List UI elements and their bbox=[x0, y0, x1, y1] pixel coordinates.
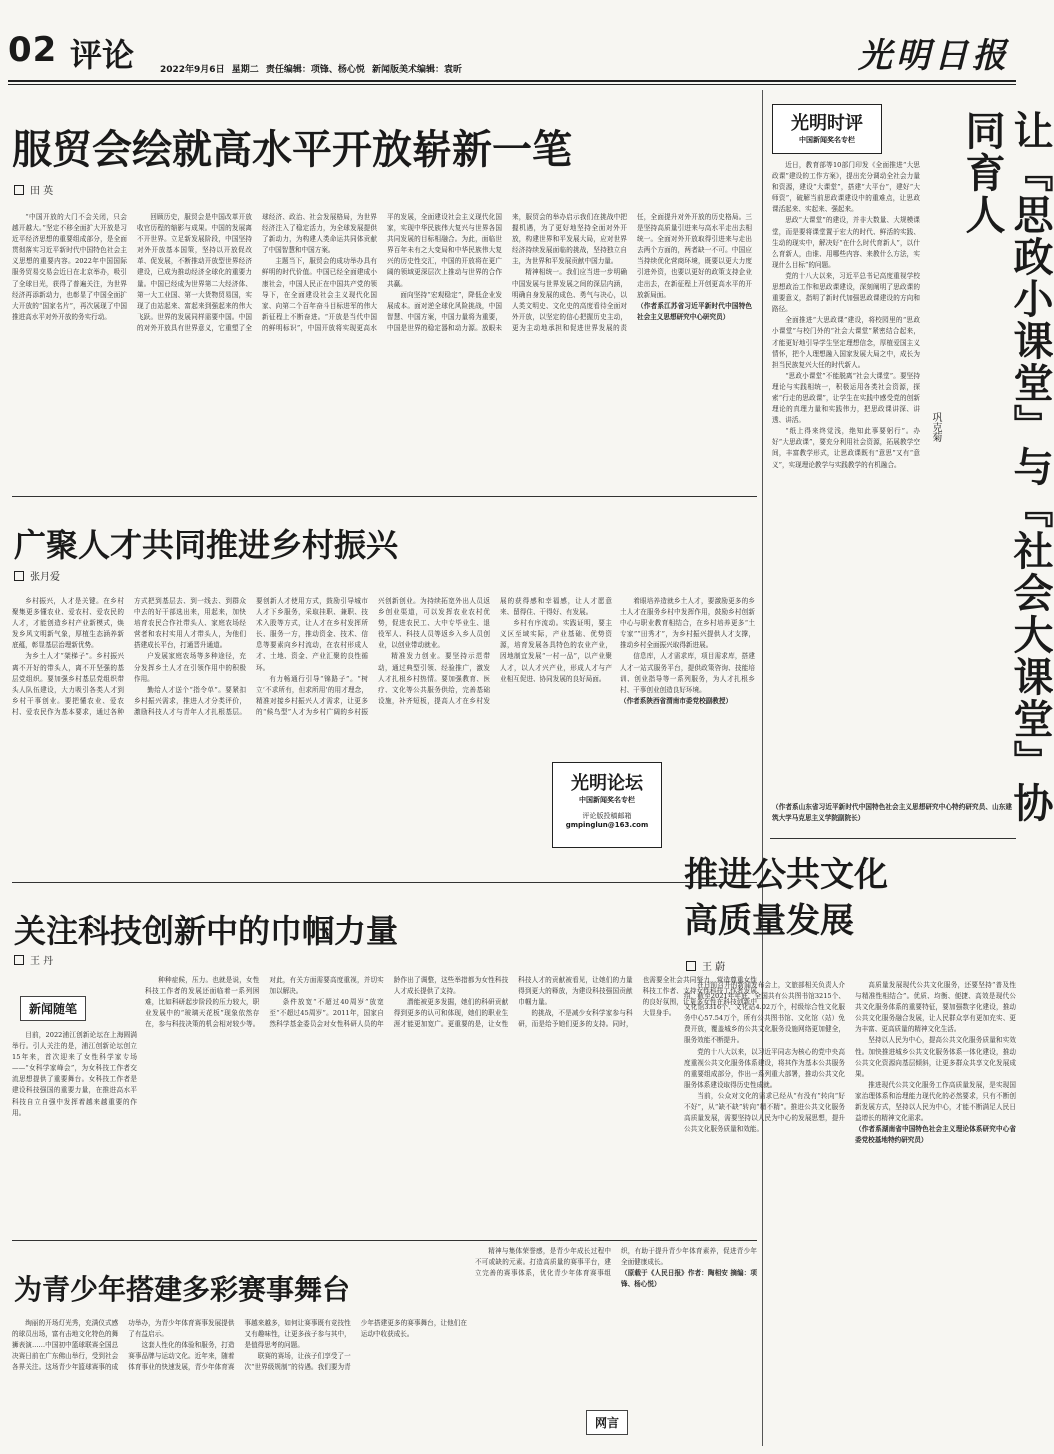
author-note: （作者系湖南省中国特色社会主义理论体系研究中心省委党校基地特约研究员） bbox=[855, 1125, 1016, 1145]
badge-info: 评论版投稿邮箱 bbox=[582, 812, 632, 820]
paragraph: 乡村有序流动。实践证明，要主义区至域实际，产业基础、优势资源，培育发展各具特色的农业产业，因地制宜发展“一村一品”，以产业聚人才，以人才兴产业，形成人才与产业相互促进、协同发展的良好局面。 bbox=[500, 619, 612, 683]
paragraph: 党的十八大以来，习近平总书记高度重视学校思想政治工作和思政课建设，深刻阐明了思政课的重要意义，指明了新时代加强思政课建设的方向和路径。 bbox=[772, 271, 920, 314]
paragraph: 精神与集体荣誉感，是青少年成长过程中不可或缺的元素。打造高质量的赛事平台，建立完善的赛事体系，优化青少年体育赛事组织，有助于提升青少年体育素养，促进青少年全面健康成长。 bbox=[475, 1247, 757, 1278]
paragraph: 回顾历史，服贸会是中国改革开放收官历程的缩影与成果。中国的发展离不开世界。立足新发展阶段，中国坚持对外开放基本国策，坚持以开放促改革、促发展，不断推动开放型世界经济建设，已成为推动经济全球化的重要力量。中国已经成为世界第二大经济体、第一大工业国、第一大货物贸易国，实现了由站起来、富起来到强起来的伟大飞跃。世界的发展同样需要中国。中国的对外开放具有世界意义，它重塑了全球经济、政治、社会发展格局，为世界经济注入了稳定活力，为全球发展提供了新动力，为构建人类命运共同体贡献了中国智慧和中国方案。 bbox=[137, 213, 377, 332]
paragraph: 高质量发展现代公共文化服务，还要坚持“普及性与精准性相结合”。优质、均衡、便捷、高效是现代公共文化服务体系的重要特征，要加强数字化建设，推动公共文化服务融合发展，让人民群众享有更加充实、更为丰富、更高质量的精神文化生活。 bbox=[855, 981, 1016, 1034]
paragraph: 的挑战，不是减少女科学家参与科研，而是给予她们更多的支持。同时，也需要全社会共同努力，营造尊重女性科技工作者、支持女性科技工作者发展的良好氛围，让更多女性在科技创新中大显身手。 bbox=[518, 976, 757, 1029]
paragraph: “纸上得来终觉浅，绝知此事要躬行”。办好“大思政课”，要充分利用社会资源，拓展教学空间，丰富教学形式，让思政课既有“意思”又有“意义”，实现理论教学与实践教学的有机融合。 bbox=[772, 427, 920, 469]
paragraph: 当前，公众对文化的需求已经从“有没有”转向“好不好”，从“缺不缺”转向“精不精”。推进公共文化服务高质量发展，需要坚持以人民为中心的发展思想，提升公共文化服务质量和效能。 bbox=[684, 1091, 845, 1134]
paragraph: 信息库，人才需求库，项目需求库，搭建人才一站式服务平台，提供政策咨询、技能培训、创业指导等一系列服务，为人才扎根乡村、干事创业创造良好环境。 bbox=[620, 652, 755, 694]
header-rule-thin bbox=[8, 84, 1016, 85]
contact-email: gmpinglun@163.com bbox=[565, 821, 649, 829]
paragraph: 主题当下，服贸会的成功举办具有鲜明的时代价值。中国已经全面建成小康社会，中国人民正在中国共产党的领导下，在全面建设社会主义现代化国家、向第二个百年奋斗目标进军的伟大新征程上不断奋进。“开放是当代中国的鲜明标识”，中国开放将实现更高水平的发展，全面建设社会主义现代化国家，实现中华民族伟大复兴与世界各国共同发展的目标相融合。为此，面临世界百年未有之大变局和中华民族伟大复兴的历史性交汇，中国的开放将在更广阔的领域更深层次上推动与世界的合作共赢。 bbox=[262, 213, 502, 332]
paragraph: 近日，教育部等10部门印发《全面推进“大思政课”建设的工作方案》，提出充分调动全社会力量和资源，建设“大课堂”，搭建“大平台”，建好“大师资”，破解当前思政课建设中的重难点，让思政课活起来、实起来、强起来。 bbox=[772, 161, 920, 214]
article-1-byline: 田 英 bbox=[14, 182, 53, 197]
paragraph: 联赛的赛场，让孩子们享受了一次“世界级规制”的待遇。我们要为青少年搭建更多的赛事舞台，让他们在运动中收获成长。 bbox=[244, 1319, 467, 1372]
page-number: 02 bbox=[8, 30, 58, 70]
column-badge-guangming-forum bbox=[552, 762, 662, 848]
paragraph: 推进现代公共文化服务工作高质量发展，是实现国家治理体系和治理能力现代化的必然要求，只有不断创新发展方式，坚持以人民为中心，才能不断满足人民日益增长的精神文化需求。 bbox=[855, 1080, 1016, 1123]
article-5-title: 让『思政小课堂』与『社会大课堂』协同育人 bbox=[959, 110, 1054, 824]
masthead-logo: 光明日报 bbox=[858, 36, 1010, 76]
paragraph: 面向坚持“宏观稳定”，降低企业发展成本。面对逆全球化风险挑战，中国智慧、中国方案，中国力量将为重要，中国是世界的稳定器和动力源。放眼未来，服贸会的举办启示我们在挑战中把握机遇，为了更好地坚持全面对外开放，构建世界和平发展大局，应对世界经济持续发展面临的挑战，坚持独立自主，为世界和平发展贡献中国力量。 bbox=[387, 213, 627, 332]
header-rule bbox=[8, 80, 1016, 82]
paragraph: “中国开放的大门不会关闭，只会越开越大。”坚定不移全面扩大开放是习近平经济思想的重要组成部分，是全面贯彻落实习近平新时代中国特色社会主义思想的重要内容。2022年中国国际服务贸易交易会近日在北京举办，吸引了全球目光，获得了普遍关注，为世界经济再添新动力，也彰显了中国全面扩大开放的“国家名片”，再次展现了中国推进高水平对外开放的务实行动。 bbox=[12, 213, 127, 321]
paragraph: 精神相统一。我们应当进一步明确中国发展与世界发展之间的深层内涵，明确自身发展的成色、勇气与决心，以人类文明史、文化史的高度看待全面对外开放，以坚定的信心把握历史主动，更为主动地承担和促进世界发展的责任，全面提升对外开放的历史格局。三是坚持高质量引进来与高水平走出去相统一。全面对外开放取得引进来与走出去两个方面的，两者缺一不可。中国应当持续优化营商环境，既要以更大力度引进外资，也要以更好的政策支持企业走出去，在新征程上开创更高水平的开放新局面。 bbox=[512, 213, 752, 332]
paragraph: 党的十八大以来，以习近平同志为核心的党中央高度重视公共文化服务体系建设，将其作为基本公共服务的重要组成部分，作出一系列重大部署，推动公共文化服务体系建设取得历史性成就。 bbox=[684, 1047, 845, 1089]
divider bbox=[12, 882, 757, 883]
paragraph: 户发展家庭农场等多种途径，充分发挥乡土人才在引领作用中的积极作用。 bbox=[134, 652, 246, 683]
article-3-byline: 王 丹 bbox=[14, 952, 53, 967]
paragraph: 精准发力创业。要坚持示范带动，通过典型引领、经验推广，激发人才扎根乡村热情。要加强教育、医疗、文化等公共服务供给，完善基础设施，补齐短板，提高人才在乡村发展的获得感和幸福感，让人才愿意来、留得住、干得好、有发展。 bbox=[378, 597, 612, 705]
article-2-body-last bbox=[620, 596, 755, 736]
paragraph: 全面推进“大思政课”建设，将校园里的“思政小课堂”与校门外的“社会大课堂”紧密结合起来，才能更好地引导学生坚定理想信念，厚植爱国主义情怀，把个人理想融入国家发展大局之中，成长为担当民族复兴大任的时代新人。 bbox=[772, 316, 920, 369]
paragraph: 为乡土人才“架梯子”。乡村振兴离不开好的带头人，离不开坚强的基层党组织。要加强乡村基层党组织带头人队伍建设，大力吸引各类人才到乡村干事创业。要把懂农业、爱农村、爱农民作为基本要求，通过各种方式把到基层去、到一线去、到群众中去的好干部选出来，用起来，加快培育农民合作社带头人、家庭农场经营者和农村实用人才带头人，为他们搭建成长平台，打通晋升通道。 bbox=[12, 597, 246, 716]
article-6-title-line-2: 高质量发展 bbox=[684, 901, 854, 941]
article-1-body bbox=[12, 212, 752, 490]
paragraph: 这套人性化的体验和服务，打造赛事品牌与运动文化。近年来，随着体育事业的快速发展，青少年体育赛事越来越多，如何让赛事既有竞技性又有趣味性，让更多孩子参与其中，是值得思考的问题。 bbox=[128, 1319, 351, 1372]
author-note: （作者系江苏省习近平新时代中国特色社会主义思想研究中心研究员） bbox=[637, 301, 752, 321]
paragraph: 绚丽的开场灯光秀，充满仪式感的球员出场，富有击地文化特色的舞狮表演……中国初中篮球联赛全国总决赛日前在广东佛山举行，受到社会各界关注。这场青少年篮球赛事的成功举办，为青少年体育赛事发展提供了有益启示。 bbox=[12, 1319, 235, 1372]
column-badge-web-voice: 网言 bbox=[586, 1410, 628, 1435]
paragraph: 目前，2022浦江创新论坛在上海圆满举行。引人关注的是，浦江创新论坛创立15年来，首次迎来了女性科学家专场——“女科学家峰会”，为女科技工作者交流思想提供了重要舞台。女科技工作者是建设科技强国的重要力量，在推进高水平科技自立自强中发挥着越来越重要的作用。 bbox=[12, 1031, 137, 1117]
paragraph: 种种症候，压力。也就是说，女性科技工作者的发展还面临着一系列困难，比如科研起步阶段的压力较大，职业发展中的“玻璃天花板”现象依然存在，参与科技决策的机会相对较少等。对此，有关方面需要高度重视，并切实加以解决。 bbox=[145, 976, 384, 1029]
page-header bbox=[0, 0, 1024, 84]
divider bbox=[12, 1240, 757, 1241]
paragraph: 坚持以人民为中心，提高公共文化服务质量和实效性。加快推进城乡公共文化服务体系一体化建设，推动公共文化资源向基层倾斜，让更多群众共享文化发展成果。 bbox=[855, 1036, 1016, 1078]
article-3-title: 关注科技创新中的巾帼力量 bbox=[14, 912, 399, 950]
article-3-body bbox=[145, 975, 757, 1230]
divider bbox=[770, 838, 1016, 839]
article-6-title-line-1: 推进公共文化 bbox=[684, 855, 888, 895]
article-2-body bbox=[12, 596, 612, 874]
article-6-body bbox=[684, 980, 1016, 1446]
article-5-note bbox=[772, 802, 1012, 832]
article-3-body-first bbox=[12, 1030, 137, 1230]
paragraph: 着眼培养造就乡土人才，要激励更多的乡土人才在服务乡村中发挥作用，鼓励乡村创新中心与职业教育相结合，在乡村培养更多“土专家”“田秀才”，为乡村振兴提供人才支撑，推动乡村全面振兴取得新进展。 bbox=[620, 597, 755, 650]
paragraph: 乡村振兴，人才是关键。在乡村聚集更多懂农业、爱农村、爱农民的人才，才能创造乡村产业新模式，焕发乡风文明新气象，厚植生态涵养新底蕴，彰显基层治理新优势。 bbox=[12, 597, 124, 650]
paragraph: “思政小课堂”不能脱离“社会大课堂”。要坚持理论与实践相统一，积极运用各类社会资源，探索“行走的思政课”，让学生在实践中感受党的创新理论的真理力量和实践伟力，把思政课讲深、讲透、讲活。 bbox=[772, 371, 920, 425]
author-note: （作者系山东省习近平新时代中国特色社会主义思想研究中心特约研究员、山东建筑大学马克思主义学院副院长） bbox=[772, 803, 1012, 823]
section-title: 评论 bbox=[70, 36, 135, 74]
divider bbox=[12, 496, 757, 497]
article-4-title: 为青少年搭建多彩赛事舞台 bbox=[14, 1273, 351, 1306]
paragraph: 勤给人才送个“指令单”。要紧扣乡村振兴需求，推进人才分类评价，激励科技人才与青年人才扎根基层。要创新人才使用方式，鼓励引导城市人才下乡服务，采取挂职、兼职、技术入股等方式，让人才在乡村发挥所长、服务一方，推动资金、技术、信息等要素向乡村流动，在农村形成人才、土地、资金、产业汇聚的良性循环。 bbox=[134, 597, 368, 716]
badge-title: 光明时评 bbox=[791, 113, 863, 134]
article-6-title bbox=[684, 852, 888, 944]
badge-subtitle: 中国新闻奖名专栏 bbox=[579, 796, 635, 804]
article-5-body bbox=[772, 160, 920, 800]
article-4-body bbox=[12, 1318, 467, 1446]
header-info: 2022年9月6日 星期二 责任编辑：项锋、杨心悦 新闻版美术编辑：袁昕 bbox=[160, 65, 462, 75]
author-note: （原载于《人民日报》作者：陶相安 摘编：项锋、杨心悦） bbox=[621, 1269, 757, 1289]
paragraph: 有力畅通行引导“锦路子”。“树立‘不求所有，但求所用’的用才理念，精准对接乡村振兴人才需求，让更多的“候鸟型”人才为乡村广阔的乡村振兴创新创业。为持续拓宽外出人员返乡创业渠道，可以发挥农业农村优势，促进农民工、大中专毕业生、退役军人、科技人员等返乡入乡人员创业，以创业带动就业。 bbox=[256, 597, 490, 716]
article-5-byline: 巩克菊 bbox=[930, 412, 941, 442]
paragraph: 思政“大课堂”的建设，并非大数量、大规模课堂，而是要将课堂置于宏大的时代、鲜活的实践、生动的现实中，解决好“在什么时代育新人”，以什么育新人，由谁、用哪些内容、来教什么方法，实现什么目标”的问题。 bbox=[772, 216, 920, 269]
article-6-byline: 王 蔚 bbox=[686, 958, 725, 973]
badge-subtitle: 中国新闻奖名专栏 bbox=[799, 136, 855, 144]
author-note: （作者系陕西省渭南市委党校副教授） bbox=[620, 696, 733, 705]
paragraph: 条件放宽“不超过40周岁”放宽至“不超过45周岁”。2011年，国家自然科学基金委员会对女性科研人员的年龄作出了调整，这些举措都为女性科技人才成长提供了支持。 bbox=[269, 976, 509, 1029]
article-2-byline: 张月爱 bbox=[14, 568, 60, 583]
badge-title: 光明论坛 bbox=[571, 773, 643, 794]
column-badge-news-essay: 新闻随笔 bbox=[20, 996, 86, 1021]
article-2-title: 广聚人才共同推进乡村振兴 bbox=[14, 526, 399, 564]
article-1-title: 服贸会绘就高水平开放崭新一笔 bbox=[12, 126, 572, 173]
column-badge-guangming-commentary bbox=[772, 104, 882, 154]
paragraph: 潜能被更多发掘，她们的科研贡献得到更多的认可和体现，她们的职业生涯才能更加宽广。更重要的是，让女性科技人才的贡献被看见，让她们的力量得到更大的释放，为建设科技强国贡献巾帼力量。 bbox=[393, 976, 633, 1029]
paragraph: 在日前召开的新闻发布会上，文旅部相关负责人介绍，截至2021年年底，全国共有公共图书馆3215个、文化馆3316个、文化站4.02万个，村级综合性文化服务中心57.54万个，所有公共图书馆、文化馆（站）免费开放，覆盖城乡的公共文化服务设施网络更加健全，服务效能不断提升。 bbox=[684, 981, 845, 1045]
